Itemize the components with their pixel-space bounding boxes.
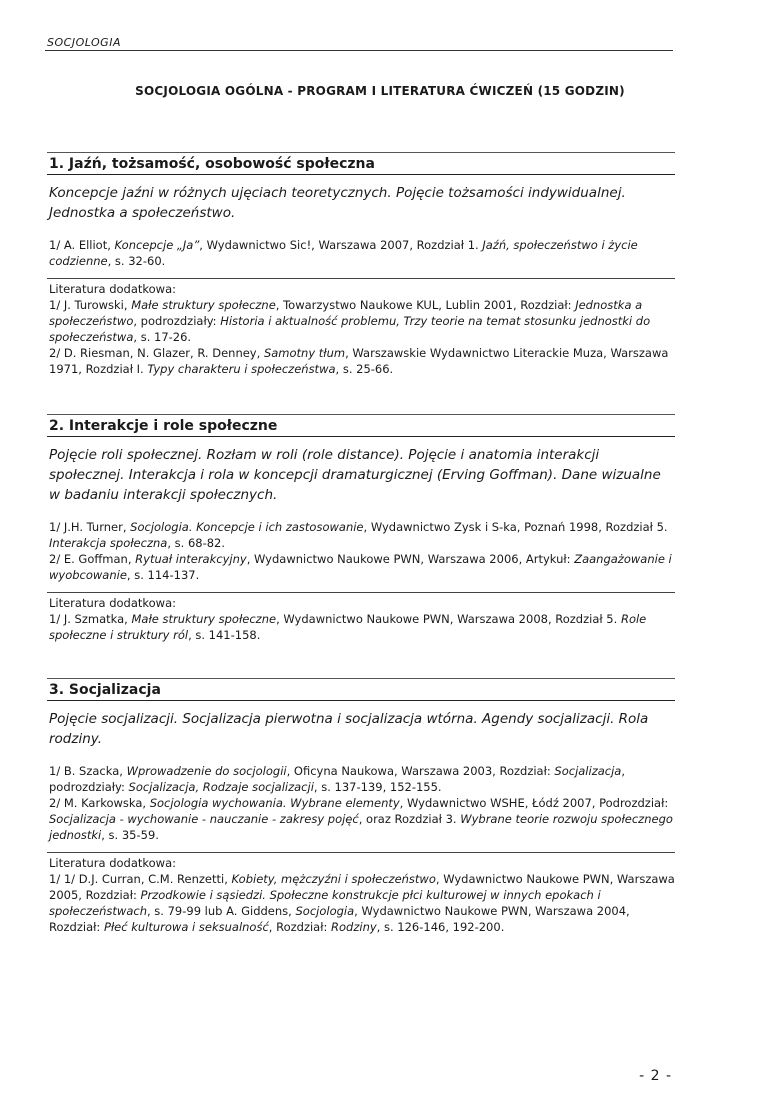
reference-item: 1/ J. Turowski, Małe struktury społeczne, Towarzystwo Naukowe KUL, Lublin 2001, Rozdział: Jednostka a społeczeństwo, podrozdziały: Historia i aktualność problemu, Trzy teorie na temat stosunku jednostki do społeczeństwa, s. 17-26. [49, 298, 651, 344]
section-2 [47, 418, 675, 643]
document-title: SOCJOLOGIA OGÓLNA - PROGRAM I LITERATURA ĆWICZEŃ (15 GODZIN) [135, 84, 625, 98]
reading-list [49, 237, 675, 269]
section-1 [47, 156, 675, 377]
additional-literature-heading: Literatura dodatkowa: [49, 596, 176, 610]
additional-literature-list [49, 297, 675, 377]
section-3 [47, 682, 675, 935]
reference-item: 2/ M. Karkowska, Socjologia wychowania. Wybrane elementy, Wydawnictwo WSHE, Łódź 2007, Podrozdział: Socjalizacja - wychowanie - nauczanie - zakresy pojęć, oraz Rozdział 3. Wybrane teorie rozwoju społecznego jednostki, s. 35-59. [49, 796, 673, 842]
additional-literature-list [49, 611, 675, 643]
running-header: SOCJOLOGIA [47, 36, 121, 49]
section-heading: 2. Interakcje i role społeczne [47, 418, 675, 437]
section-heading: 3. Socjalizacja [47, 682, 675, 701]
additional-literature-list [49, 871, 675, 935]
reading-list [49, 763, 675, 843]
section-description: Koncepcje jaźni w różnych ujęciach teoretycznych. Pojęcie tożsamości indywidualnej. Jednostka a społeczeństwo. [49, 185, 626, 221]
reference-item: 1/ B. Szacka, Wprowadzenie do socjologii, Oficyna Naukowa, Warszawa 2003, Rozdział: Socjalizacja, podrozdziały: Socjalizacja, Rodzaje socjalizacji, s. 137-139, 152-155. [49, 764, 626, 794]
additional-literature-heading: Literatura dodatkowa: [49, 856, 176, 870]
section-heading: 1. Jaźń, tożsamość, osobowość społeczna [47, 156, 675, 175]
reference-item: 1/ 1/ D.J. Curran, C.M. Renzetti, Kobiety, mężczyźni i społeczeństwo, Wydawnictwo Naukowe PWN, Warszawa 2005, Rozdział: Przodkowie i sąsiedzi. Społeczne konstrukcje płci kulturowej w innych epokach i społeczeństwach, s. 79-99 lub A. Giddens, Socjologia, Wydawnictwo Naukowe PWN, Warszawa 2004, Rozdział: Płeć kulturowa i seksualność, Rozdział: Rodziny, s. 126-146, 192-200. [49, 872, 675, 934]
separator-line [47, 592, 675, 593]
reference-item: 1/ A. Elliot, Koncepcje „Ja”, Wydawnictwo Sic!, Warszawa 2007, Rozdział 1. Jaźń, społeczeństwo i życie codzienne, s. 32-60. [49, 238, 638, 268]
separator-line [47, 852, 675, 853]
section-description: Pojęcie roli społecznej. Rozłam w roli (role distance). Pojęcie i anatomia interakcji społecznej. Interakcja i rola w koncepcji dramaturgicznej (Erving Goffman). Dane wizualne w badaniu interakcji społecznych. [49, 447, 661, 503]
section-description: Pojęcie socjalizacji. Socjalizacja pierwotna i socjalizacja wtórna. Agendy socjalizacji. Rola rodziny. [49, 711, 649, 747]
reference-item: 2/ E. Goffman, Rytuał interakcyjny, Wydawnictwo Naukowe PWN, Warszawa 2006, Artykuł: Zaangażowanie i wyobcowanie, s. 114-137. [49, 552, 672, 582]
page-number: - 2 - [639, 1068, 672, 1084]
additional-literature-heading: Literatura dodatkowa: [49, 282, 176, 296]
header-rule [45, 50, 673, 51]
reference-item: 2/ D. Riesman, N. Glazer, R. Denney, Samotny tłum, Warszawskie Wydawnictwo Literackie Muza, Warszawa 1971, Rozdział I. Typy charakteru i społeczeństwa, s. 25-66. [49, 346, 669, 376]
reading-list [49, 519, 675, 583]
reference-item: 1/ J. Szmatka, Małe struktury społeczne, Wydawnictwo Naukowe PWN, Warszawa 2008, Rozdział 5. Role społeczne i struktury ról, s. 141-158. [49, 612, 647, 642]
reference-item: 1/ J.H. Turner, Socjologia. Koncepcje i ich zastosowanie, Wydawnictwo Zysk i S-ka, Poznań 1998, Rozdział 5. Interakcja społeczna, s. 68-82. [49, 520, 668, 550]
separator-line [47, 278, 675, 279]
